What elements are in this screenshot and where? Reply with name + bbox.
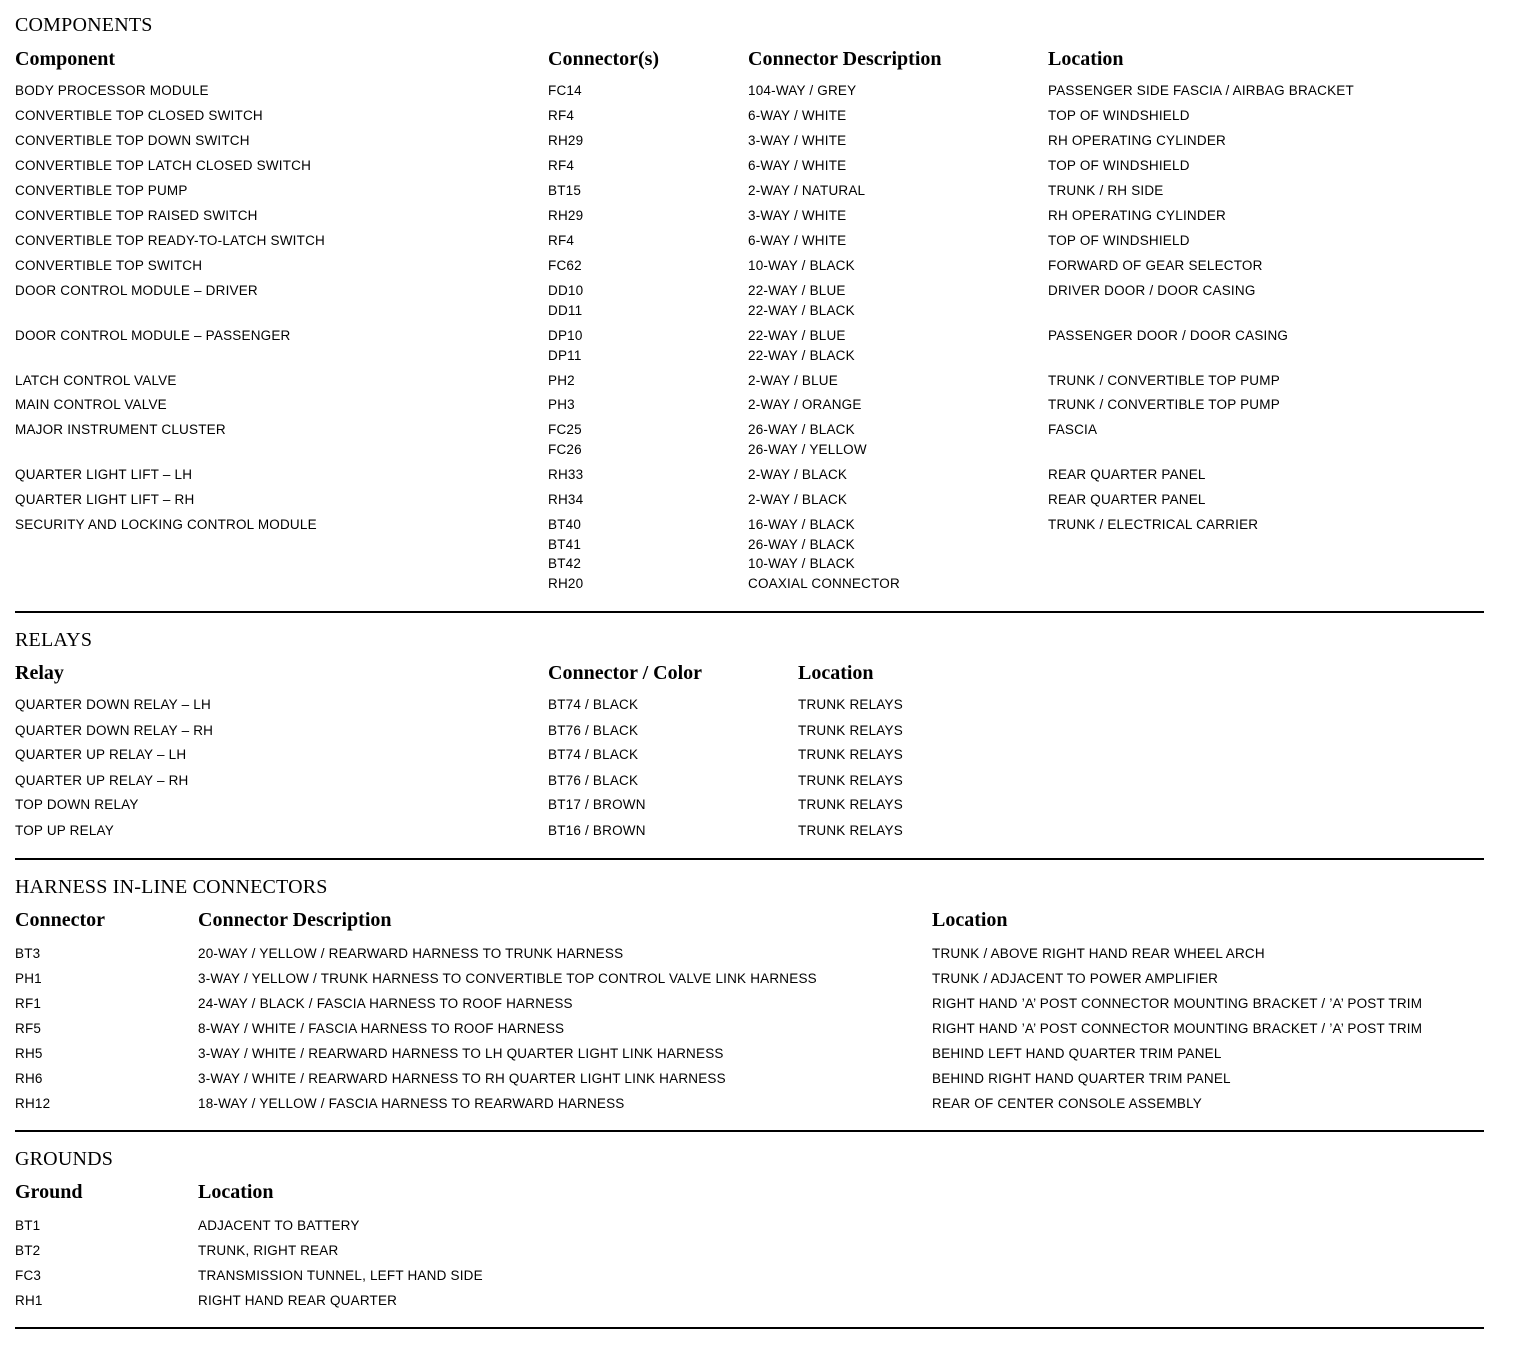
connector-description: 22-WAY / BLUE (748, 328, 846, 343)
connector-code: RF4 (548, 158, 575, 173)
connector-description: 2-WAY / BLACK (748, 492, 848, 507)
connector-code: DD10 (548, 283, 584, 298)
relays-section-title: RELAYS (15, 629, 93, 651)
connector-code: PH2 (548, 373, 575, 388)
relay-location: TRUNK RELAYS (798, 797, 903, 812)
connector-description: 6-WAY / WHITE (748, 233, 847, 248)
harness-connector: BT3 (15, 946, 41, 961)
connector-description: 10-WAY / BLACK (748, 258, 855, 273)
relays-header-connector-color: Connector / Color (548, 662, 703, 684)
grounds-section-title: GROUNDS (15, 1148, 114, 1170)
harness-connector: RH5 (15, 1046, 43, 1061)
component-name: BODY PROCESSOR MODULE (15, 83, 209, 98)
connector-description: 16-WAY / BLACK (748, 517, 855, 532)
connector-description: 2-WAY / BLUE (748, 373, 838, 388)
connector-description: 6-WAY / WHITE (748, 108, 847, 123)
harness-location: REAR OF CENTER CONSOLE ASSEMBLY (932, 1096, 1203, 1111)
component-name: QUARTER LIGHT LIFT – RH (15, 492, 195, 507)
component-location: TRUNK / ELECTRICAL CARRIER (1048, 517, 1259, 532)
component-name: DOOR CONTROL MODULE – PASSENGER (15, 328, 291, 343)
relay-connector-color: BT16 / BROWN (548, 823, 646, 838)
ground-location: TRANSMISSION TUNNEL, LEFT HAND SIDE (198, 1268, 483, 1283)
component-name: SECURITY AND LOCKING CONTROL MODULE (15, 517, 317, 532)
connector-code: RH29 (548, 133, 584, 148)
ground-location: TRUNK, RIGHT REAR (198, 1243, 339, 1258)
harness-connector: RH6 (15, 1071, 43, 1086)
component-name: MAIN CONTROL VALVE (15, 397, 167, 412)
relay-name: TOP DOWN RELAY (15, 797, 139, 812)
relay-name: QUARTER UP RELAY – LH (15, 747, 187, 762)
relay-location: TRUNK RELAYS (798, 723, 903, 738)
harness-connector: RH12 (15, 1096, 51, 1111)
component-location: FORWARD OF GEAR SELECTOR (1048, 258, 1263, 273)
connector-description: 26-WAY / BLACK (748, 536, 855, 552)
component-name: CONVERTIBLE TOP SWITCH (15, 258, 203, 273)
harness-description: 8-WAY / WHITE / FASCIA HARNESS TO ROOF HARNESS (198, 1021, 565, 1036)
component-name: CONVERTIBLE TOP CLOSED SWITCH (15, 108, 263, 123)
component-location: PASSENGER SIDE FASCIA / AIRBAG BRACKET (1048, 83, 1354, 98)
section-divider (15, 1327, 1484, 1329)
section-divider (15, 1130, 1484, 1132)
ground-code: FC3 (15, 1268, 42, 1283)
ground-code: BT2 (15, 1243, 41, 1258)
connector-description: 2-WAY / ORANGE (748, 397, 862, 412)
connector-code: BT42 (548, 556, 582, 571)
connector-description: 26-WAY / BLACK (748, 422, 855, 437)
connector-description: 26-WAY / YELLOW (748, 441, 867, 457)
connector-description: 104-WAY / GREY (748, 83, 857, 98)
connector-code: RH34 (548, 492, 584, 507)
component-name: QUARTER LIGHT LIFT – LH (15, 467, 193, 482)
components-header-connectors: Connector(s) (548, 48, 660, 70)
relay-location: TRUNK RELAYS (798, 823, 903, 838)
component-name: CONVERTIBLE TOP RAISED SWITCH (15, 208, 258, 223)
harness-location: RIGHT HAND ’A’ POST CONNECTOR MOUNTING BRACKET / ’A’ POST TRIM (932, 1021, 1423, 1036)
component-name: CONVERTIBLE TOP READY-TO-LATCH SWITCH (15, 233, 325, 248)
components-header-description: Connector Description (748, 48, 942, 70)
connector-description: COAXIAL CONNECTOR (748, 575, 900, 591)
components-section-title: COMPONENTS (15, 14, 153, 36)
component-location: DRIVER DOOR / DOOR CASING (1048, 283, 1256, 298)
harness-header-connector: Connector (15, 909, 105, 931)
connector-code: DD11 (548, 302, 583, 318)
connector-code: RH20 (548, 575, 584, 591)
relay-name: QUARTER DOWN RELAY – LH (15, 697, 211, 712)
harness-description: 3-WAY / YELLOW / TRUNK HARNESS TO CONVERTIBLE TOP CONTROL VALVE LINK HARNESS (198, 971, 817, 986)
connector-description: 6-WAY / WHITE (748, 158, 847, 173)
ground-code: BT1 (15, 1218, 41, 1233)
component-location: FASCIA (1048, 422, 1098, 437)
components-header-component: Component (15, 48, 116, 70)
component-location: REAR QUARTER PANEL (1048, 467, 1206, 482)
connector-code: RF4 (548, 108, 575, 123)
relay-location: TRUNK RELAYS (798, 697, 903, 712)
connector-code: RF4 (548, 233, 575, 248)
harness-connector: RF5 (15, 1021, 42, 1036)
harness-location: TRUNK / ADJACENT TO POWER AMPLIFIER (932, 971, 1219, 986)
harness-description: 18-WAY / YELLOW / FASCIA HARNESS TO REARWARD HARNESS (198, 1096, 625, 1111)
harness-location: BEHIND RIGHT HAND QUARTER TRIM PANEL (932, 1071, 1231, 1086)
component-location: TOP OF WINDSHIELD (1048, 158, 1190, 173)
connector-code: FC14 (548, 83, 582, 98)
harness-section-title: HARNESS IN-LINE CONNECTORS (15, 876, 328, 898)
component-location: RH OPERATING CYLINDER (1048, 208, 1226, 223)
connector-code: FC62 (548, 258, 582, 273)
connector-description: 22-WAY / BLACK (748, 347, 855, 363)
components-header-location: Location (1048, 48, 1124, 70)
connector-description: 2-WAY / NATURAL (748, 183, 866, 198)
harness-description: 3-WAY / WHITE / REARWARD HARNESS TO RH QUARTER LIGHT LINK HARNESS (198, 1071, 726, 1086)
connector-description: 10-WAY / BLACK (748, 556, 855, 571)
component-location: TRUNK / CONVERTIBLE TOP PUMP (1048, 397, 1280, 412)
connector-description: 2-WAY / BLACK (748, 467, 848, 482)
relay-connector-color: BT76 / BLACK (548, 773, 639, 788)
component-location: TOP OF WINDSHIELD (1048, 108, 1190, 123)
component-name: CONVERTIBLE TOP DOWN SWITCH (15, 133, 250, 148)
relays-header-relay: Relay (15, 662, 64, 684)
connector-code: FC25 (548, 422, 582, 437)
relay-name: TOP UP RELAY (15, 823, 114, 838)
connector-description: 22-WAY / BLUE (748, 283, 846, 298)
harness-description: 24-WAY / BLACK / FASCIA HARNESS TO ROOF HARNESS (198, 996, 573, 1011)
connector-code: DP10 (548, 328, 583, 343)
harness-header-location: Location (932, 909, 1008, 931)
ground-code: RH1 (15, 1293, 43, 1308)
section-divider (15, 858, 1484, 860)
connector-code: FC26 (548, 441, 582, 457)
section-divider (15, 611, 1484, 613)
connector-code: DP11 (548, 347, 582, 363)
connector-code: RH33 (548, 467, 584, 482)
component-location: RH OPERATING CYLINDER (1048, 133, 1226, 148)
connector-description: 22-WAY / BLACK (748, 302, 855, 318)
harness-header-description: Connector Description (198, 909, 392, 931)
connector-code: BT41 (548, 536, 582, 552)
relay-name: QUARTER UP RELAY – RH (15, 773, 189, 788)
harness-location: BEHIND LEFT HAND QUARTER TRIM PANEL (932, 1046, 1222, 1061)
connector-description: 3-WAY / WHITE (748, 133, 847, 148)
relay-name: QUARTER DOWN RELAY – RH (15, 723, 214, 738)
component-name: CONVERTIBLE TOP LATCH CLOSED SWITCH (15, 158, 312, 173)
grounds-header-location: Location (198, 1181, 274, 1203)
relay-connector-color: BT76 / BLACK (548, 723, 639, 738)
component-name: DOOR CONTROL MODULE – DRIVER (15, 283, 258, 298)
ground-location: RIGHT HAND REAR QUARTER (198, 1293, 398, 1308)
harness-location: TRUNK / ABOVE RIGHT HAND REAR WHEEL ARCH (932, 946, 1265, 961)
component-name: LATCH CONTROL VALVE (15, 373, 177, 388)
relay-connector-color: BT17 / BROWN (548, 797, 646, 812)
relay-connector-color: BT74 / BLACK (548, 697, 639, 712)
relay-connector-color: BT74 / BLACK (548, 747, 639, 762)
connector-code: PH3 (548, 397, 575, 412)
component-name: MAJOR INSTRUMENT CLUSTER (15, 422, 226, 437)
relay-location: TRUNK RELAYS (798, 747, 903, 762)
component-location: PASSENGER DOOR / DOOR CASING (1048, 328, 1289, 343)
connector-code: BT15 (548, 183, 582, 198)
harness-connector: RF1 (15, 996, 42, 1011)
harness-description: 3-WAY / WHITE / REARWARD HARNESS TO LH QUARTER LIGHT LINK HARNESS (198, 1046, 724, 1061)
harness-location: RIGHT HAND ’A’ POST CONNECTOR MOUNTING BRACKET / ’A’ POST TRIM (932, 996, 1423, 1011)
component-location: TRUNK / RH SIDE (1048, 183, 1164, 198)
connector-description: 3-WAY / WHITE (748, 208, 847, 223)
connector-code: RH29 (548, 208, 584, 223)
relays-header-location: Location (798, 662, 874, 684)
component-name: CONVERTIBLE TOP PUMP (15, 183, 188, 198)
harness-description: 20-WAY / YELLOW / REARWARD HARNESS TO TRUNK HARNESS (198, 946, 624, 961)
harness-connector: PH1 (15, 971, 42, 986)
connector-code: BT40 (548, 517, 582, 532)
component-location: TRUNK / CONVERTIBLE TOP PUMP (1048, 373, 1280, 388)
component-location: TOP OF WINDSHIELD (1048, 233, 1190, 248)
relay-location: TRUNK RELAYS (798, 773, 903, 788)
component-location: REAR QUARTER PANEL (1048, 492, 1206, 507)
grounds-header-ground: Ground (15, 1181, 83, 1203)
ground-location: ADJACENT TO BATTERY (198, 1218, 360, 1233)
